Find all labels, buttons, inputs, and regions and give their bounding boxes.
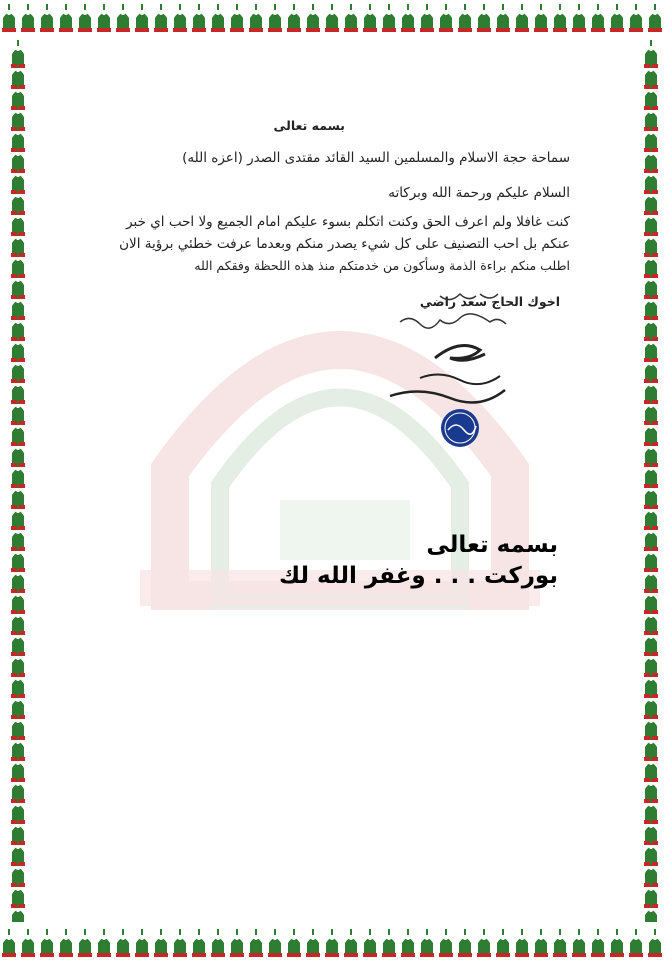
letter-body-line: كنت غافلا ولم اعرف الحق وكنت اتكلم بسوء عليكم امام الجميع ولا احب اي خبر bbox=[126, 214, 570, 230]
handwritten-signature bbox=[435, 346, 485, 361]
official-seal-icon bbox=[441, 409, 479, 447]
reply-text: بوركت . . . وغفر الله لك bbox=[278, 563, 558, 589]
letter-basmala: بسمه تعالى bbox=[273, 118, 345, 133]
letter-addressee: سماحة حجة الاسلام والمسلمين السيد القائد مقتدى الصدر (اعزه الله) bbox=[182, 150, 570, 166]
letter-body-line: عنكم بل احب التصنيف على كل شيء يصدر منكم وبعدما عرفت خطئي برؤية الان bbox=[119, 236, 570, 252]
letter-greeting: السلام عليكم ورحمة الله وبركاته bbox=[388, 185, 570, 201]
right-border-pattern bbox=[632, 36, 670, 922]
left-border-pattern bbox=[0, 36, 36, 922]
reply-title: بسمه تعالى bbox=[426, 532, 558, 558]
letter-signature-name: اخوك الحاج سعد راضي bbox=[419, 294, 560, 309]
handwritten-reply-line bbox=[440, 294, 498, 300]
top-border-pattern bbox=[0, 0, 670, 36]
bottom-border-pattern bbox=[0, 922, 670, 960]
handwritten-reply-line bbox=[400, 314, 506, 328]
handwritten-reply-and-seal bbox=[380, 288, 520, 448]
handwritten-date bbox=[390, 390, 505, 403]
letter-body-line: اطلب منكم براءة الذمة وسأكون من خدمتكم منذ هذه اللحظة وفقكم الله bbox=[194, 258, 570, 273]
handwritten-signature-name bbox=[420, 374, 500, 384]
